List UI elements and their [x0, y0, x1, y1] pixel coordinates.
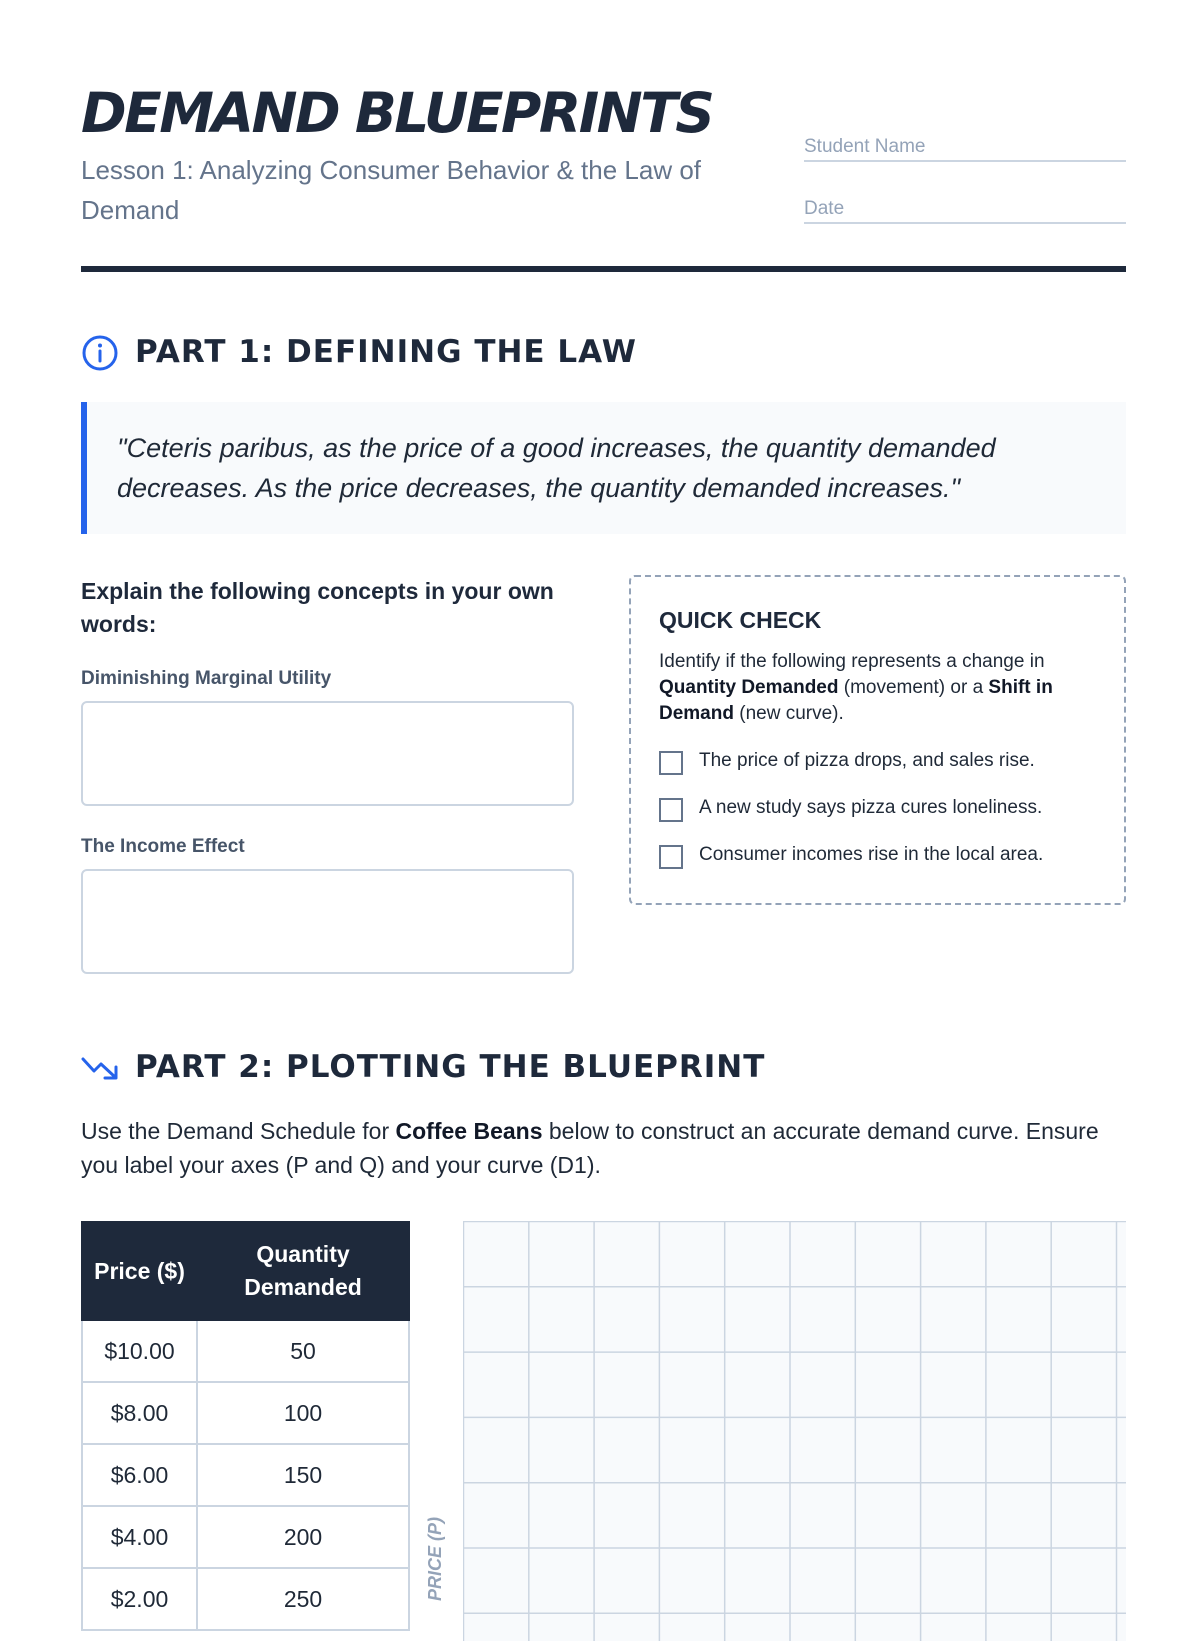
table-header-row: [82, 1222, 409, 1320]
worksheet-header: [81, 78, 1126, 278]
date-label: Date: [804, 198, 845, 219]
concept-label-marginal-utility: Diminishing Marginal Utility: [81, 668, 332, 689]
quantity-cell: 200: [197, 1506, 409, 1568]
table-row: [82, 1382, 409, 1444]
lesson-subtitle: Lesson 1: Analyzing Consumer Behavior & the Law of Demand: [81, 155, 702, 225]
part2-heading: PART 2: PLOTTING THE BLUEPRINT: [135, 1049, 766, 1085]
quantity-cell: 250: [197, 1568, 409, 1630]
price-cell: $6.00: [82, 1444, 197, 1506]
trend-down-icon: [81, 1049, 119, 1087]
part2-instructions: [81, 1114, 1126, 1182]
table-row: [82, 1568, 409, 1630]
quick-check-box: [629, 575, 1126, 905]
part1-heading-row: [81, 330, 1126, 374]
graph-grid: [463, 1221, 1126, 1641]
quick-check-checkbox[interactable]: [659, 845, 683, 869]
intro-coffee-beans: Coffee Beans: [395, 1118, 543, 1144]
quick-check-item: [659, 747, 1096, 794]
quick-check-item: [659, 794, 1096, 841]
instr-text-3: (new curve).: [733, 703, 844, 724]
price-cell: $8.00: [82, 1382, 197, 1444]
intro-text-1: Use the Demand Schedule for: [81, 1118, 396, 1144]
concept-label-income-effect: The Income Effect: [81, 836, 245, 857]
answer-box-income-effect[interactable]: [81, 869, 574, 974]
price-cell: $10.00: [82, 1320, 197, 1382]
graph-background: [463, 1221, 1126, 1641]
page-title: DEMAND BLUEPRINTS: [81, 81, 713, 145]
quantity-cell: 100: [197, 1382, 409, 1444]
quick-check-checkbox[interactable]: [659, 798, 683, 822]
quick-check-instructions: [659, 649, 1096, 727]
law-of-demand-quote: "Ceteris paribus, as the price of a good increases, the quantity demanded decreases. As the price decreases, the quantity demanded increases.": [81, 402, 1126, 534]
price-cell: $4.00: [82, 1506, 197, 1568]
instr-shift-in-demand: Shift in Demand: [659, 677, 1053, 724]
intro-text-2: below to construct an accurate demand curve. Ensure you label your axes (P and Q) and your curve (D1).: [81, 1118, 1099, 1178]
table-row: [82, 1320, 409, 1382]
student-name-field[interactable]: [804, 136, 1126, 162]
quick-check-checkbox[interactable]: [659, 751, 683, 775]
graph-y-axis-label: PRICE (P): [425, 1516, 445, 1601]
header-divider: [81, 266, 1126, 272]
explain-concepts: [81, 575, 581, 857]
quantity-column-header: Quantity Demanded: [197, 1222, 409, 1320]
quick-check-list: [659, 747, 1096, 888]
quick-check-item-text: Consumer incomes rise in the local area.: [699, 844, 1044, 865]
date-field[interactable]: [804, 198, 1126, 224]
quick-check-item: [659, 841, 1096, 888]
quantity-cell: 150: [197, 1444, 409, 1506]
instr-text-1: Identify if the following represents a change in: [659, 651, 1045, 672]
instr-quantity-demanded: Quantity Demanded: [659, 677, 839, 698]
table-row: [82, 1506, 409, 1568]
part2-heading-row: [81, 1045, 1126, 1089]
demand-schedule-table: [81, 1221, 410, 1631]
price-cell: $2.00: [82, 1568, 197, 1630]
graph-area[interactable]: [425, 1221, 1126, 1641]
part1-heading: PART 1: DEFINING THE LAW: [135, 334, 637, 370]
quick-check-item-text: A new study says pizza cures loneliness.: [699, 797, 1043, 818]
quick-check-item-text: The price of pizza drops, and sales rise.: [699, 750, 1035, 771]
info-icon: [81, 334, 119, 372]
student-name-label: Student Name: [804, 136, 926, 157]
table-row: [82, 1444, 409, 1506]
explain-lead: Explain the following concepts in your own words:: [81, 578, 554, 637]
quick-check-title: QUICK CHECK: [659, 607, 822, 633]
quantity-cell: 50: [197, 1320, 409, 1382]
answer-box-marginal-utility[interactable]: [81, 701, 574, 806]
price-column-header: Price ($): [82, 1222, 197, 1320]
instr-text-2: (movement) or a: [838, 677, 989, 698]
